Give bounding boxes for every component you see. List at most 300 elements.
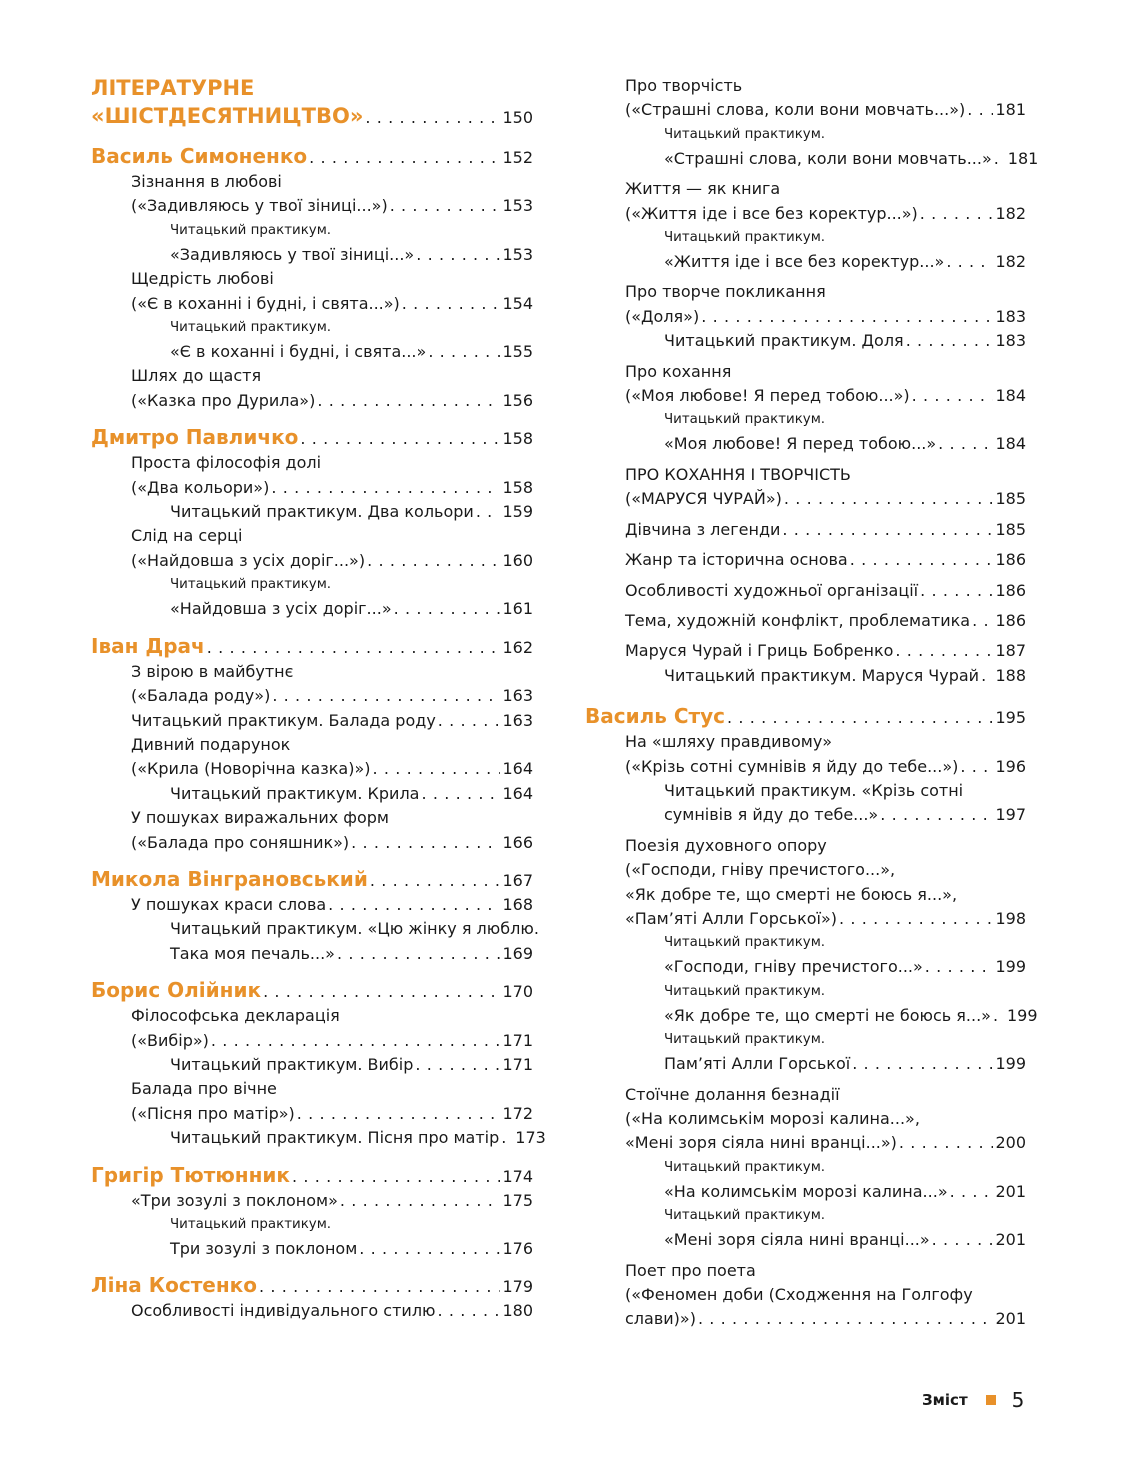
entry-title: «Три зозулі з поклоном» [131,1190,338,1210]
heading-title: «ШІСТДЕСЯТНИЦТВО» [91,104,364,128]
dot-leader [950,1180,994,1204]
page-ref: 197 [995,805,1026,825]
toc-entry[interactable] [585,755,1026,779]
entry-title: Читацький практикум. Крила [170,783,420,803]
toc-section [91,1163,533,1262]
toc-entry[interactable] [585,463,1026,487]
toc-entry[interactable] [585,1083,1026,1107]
toc-entry[interactable] [91,1299,533,1323]
page-ref: 201 [995,1309,1026,1329]
entry-title: Про кохання [625,361,732,381]
dot-leader [880,803,993,827]
page-ref: 184 [995,386,1026,406]
dot-leader [850,548,994,572]
toc-entry[interactable] [585,1131,1026,1155]
entry-title: Читацький практикум. Балада роду [131,710,436,730]
toc-section [585,704,1026,828]
dot-leader [390,194,501,218]
entry-title: Особливості художньої організації [625,580,919,600]
entry-title: сумнівів я йду до тебе...» [664,805,879,825]
toc-entry[interactable] [91,1213,533,1237]
page-ref: 164 [502,783,533,803]
page-ref: 171 [502,1054,533,1074]
toc-entry[interactable] [585,202,1026,226]
entry-title: У пошуках виражальних форм [131,808,389,828]
toc-entry[interactable] [585,226,1026,250]
toc-entry[interactable] [585,1307,1026,1331]
page-ref: 153 [502,244,533,264]
page-ref: 169 [502,943,533,963]
dot-leader [839,907,993,931]
page-ref: 179 [502,1277,533,1297]
entry-title: Читацький практикум. [170,222,332,238]
toc-entry[interactable] [91,1029,533,1053]
entry-title: («Доля») [625,306,700,326]
dot-leader [960,755,993,779]
toc-entry[interactable] [91,733,533,757]
toc-entry[interactable] [585,883,1026,907]
toc-section [585,579,1026,603]
toc-heading[interactable] [91,978,533,1004]
toc-section [585,280,1026,353]
entry-title: Поет про поета [625,1260,756,1280]
entry-title: Балада про вічне [131,1079,277,1099]
heading-title: Григір Тютюнник [91,1162,291,1187]
toc-entry[interactable] [585,1004,1038,1028]
toc-entry[interactable] [91,364,533,388]
toc-entry[interactable] [91,942,533,966]
toc-entry[interactable] [585,147,1039,171]
dot-leader [782,518,993,542]
toc-section [585,1259,1026,1332]
toc-section [585,639,1026,688]
toc-section [91,144,533,413]
toc-entry[interactable] [585,250,1026,274]
toc-entry[interactable] [585,1028,1026,1052]
toc-section [585,1083,1026,1253]
toc-section [585,177,1026,274]
toc-heading[interactable] [91,634,533,660]
dot-leader [972,609,993,633]
page-ref: 201 [995,1181,1026,1201]
toc-heading[interactable] [91,74,533,102]
toc-entry[interactable] [585,548,1026,572]
toc-section [585,518,1026,542]
entry-title: Життя — як книга [625,179,781,199]
toc-entry[interactable] [585,280,1026,304]
entry-title: Читацький практикум. Два кольори [170,502,474,522]
entry-title: Читацький практикум. Доля [664,331,904,351]
toc-entry[interactable] [91,1004,533,1028]
entry-title: Стоїчне долання безнадії [625,1084,840,1104]
page-ref: 183 [995,331,1026,351]
toc-entry[interactable] [91,451,533,475]
toc-entry[interactable] [585,664,1026,688]
page-ref: 171 [502,1030,533,1050]
dot-leader [351,831,500,855]
toc-entry[interactable] [585,518,1026,542]
toc-entry[interactable] [91,1189,533,1213]
dot-leader [370,868,501,893]
toc-entry[interactable] [585,579,1026,603]
heading-title: Борис Олійник [91,978,262,1003]
toc-heading[interactable] [91,867,533,893]
page-ref: 180 [502,1301,533,1321]
dot-leader [340,1189,501,1213]
page-ref: 150 [502,108,533,127]
entry-title: Три зозулі з поклоном [170,1239,358,1258]
entry-title: ПРО КОХАННЯ І ТВОРЧІСТЬ [625,464,851,484]
toc-entry[interactable] [585,609,1026,633]
dot-leader [372,757,500,781]
page-number: 5 [1011,1388,1025,1412]
dot-leader [920,579,993,603]
page-ref: 196 [995,756,1026,776]
entry-title: («Крізь сотні сумнівів я йду до тебе...») [625,756,959,776]
footer-square-icon [986,1395,996,1405]
toc-entry[interactable] [91,597,533,621]
entry-title: «Господи, гніву пречистого...» [664,957,923,977]
page-ref: 172 [502,1103,533,1123]
toc-entry[interactable] [585,858,1026,882]
page-ref: 184 [995,434,1026,454]
toc-entry[interactable] [585,360,1026,384]
toc-entry[interactable] [91,709,533,733]
dot-leader [272,684,500,708]
page-ref: 185 [995,519,1026,539]
toc-entry[interactable] [585,730,1026,754]
entry-title: Дівчина з легенди [625,519,781,539]
entry-title: Щедрість любові [131,269,274,289]
page-ref: 199 [995,1054,1026,1074]
entry-title: Читацький практикум. «Крізь сотні [664,780,964,800]
toc-entry[interactable] [585,487,1026,511]
heading-title: Ліна Костенко [91,1273,257,1298]
page-ref: 187 [995,641,1026,661]
entry-title: Проста філософія долі [131,453,322,473]
toc-entry[interactable] [585,1259,1026,1283]
toc-entry[interactable] [91,782,533,806]
toc-entry[interactable] [585,1107,1026,1131]
page-ref: 195 [995,708,1026,728]
entry-title: Маруся Чурай і Гриць Бобренко [625,641,894,661]
entry-title: Дивний подарунок [131,734,291,754]
page-ref: 163 [502,710,533,730]
entry-title: («Найдовша з усіх доріг...») [131,550,366,570]
entry-title: «На колимськім морозі калина...» [664,1181,948,1201]
entry-title: Читацький практикум. [664,1208,826,1224]
toc-section [585,834,1038,1077]
page-ref: 186 [995,550,1026,570]
dot-leader [895,639,993,663]
toc-entry[interactable] [585,123,1026,147]
page-ref: 188 [995,665,1026,685]
entry-title: Про творчість [625,76,743,95]
entry-title: Читацький практикум. [664,1159,826,1175]
heading-title: Василь Стус [585,704,726,729]
toc-entry[interactable] [91,549,533,573]
toc-entry[interactable] [91,917,539,941]
dot-leader [698,1307,994,1331]
dot-leader [912,384,994,408]
entry-title: («Страшні слова, коли вони мовчать...») [625,100,966,120]
entry-title: Читацький практикум. Пісня про матір [170,1128,500,1148]
dot-leader [416,243,500,267]
entry-title: («Пісня про матір») [131,1103,295,1123]
toc-entry[interactable] [91,243,533,267]
entry-title: Читацький практикум. «Цю жінку я люблю. [170,919,539,939]
dot-leader [402,292,501,316]
toc-entry[interactable] [91,1077,533,1101]
toc-entry[interactable] [585,329,1026,353]
page-ref: 175 [502,1190,533,1210]
entry-title: «Життя іде і все без коректур...» [664,252,945,272]
toc-entry[interactable] [91,660,533,684]
entry-title: Про творче покликання [625,282,826,302]
entry-title: Читацький практикум. Маруся Чурай [664,665,980,685]
entry-title: «Пам’яті Алли Горської») [625,908,837,928]
entry-title: («Життя іде і все без коректур...») [625,203,918,223]
toc-entry[interactable] [585,779,1026,803]
page-ref: 153 [502,196,533,216]
page-ref: 159 [502,502,533,522]
page-ref: 173 [515,1128,546,1148]
entry-title: «Як добре те, що смерті не боюсь я...» [664,1005,991,1025]
toc-entry[interactable] [585,432,1026,456]
toc-entry[interactable] [585,1052,1026,1076]
toc-entry[interactable] [585,98,1026,122]
entry-title: Читацький практикум. [664,412,826,428]
page-ref: 181 [995,100,1026,120]
toc-entry[interactable] [585,1204,1026,1228]
toc-entry[interactable] [91,757,533,781]
entry-title: Така моя печаль...» [170,943,335,963]
entry-title: У пошуках краси слова [131,894,327,914]
toc-heading[interactable] [91,1163,533,1189]
toc-entry[interactable] [91,684,533,708]
toc-entry[interactable] [91,573,533,597]
page-ref: 200 [995,1133,1026,1153]
entry-title: Особливості індивідуального стилю [131,1301,436,1321]
toc-entry[interactable] [91,806,533,830]
dot-leader [938,432,993,456]
toc-entry[interactable] [585,639,1026,663]
toc-heading[interactable] [91,425,533,451]
dot-leader [359,1237,500,1261]
dot-leader [501,1126,513,1150]
dot-leader [925,955,994,979]
dot-leader [899,1131,994,1155]
entry-title: («Є в коханні і будні, і свята...») [131,293,400,313]
toc-section [585,463,1026,512]
dot-leader [727,705,993,730]
entry-title: Читацький практикум. Вибір [170,1054,414,1074]
toc-section [91,634,533,855]
dot-leader [852,1052,993,1076]
toc-entry[interactable] [91,1126,546,1150]
dot-leader [328,893,500,917]
entry-title: («Казка про Дурила») [131,390,316,410]
entry-title: З вірою в майбутнє [131,661,294,681]
entry-title: Жанр та історична основа [625,550,848,570]
page-ref: 181 [1007,148,1039,168]
entry-title: («Господи, гніву пречистого...», [625,860,896,880]
entry-title: Читацький практикум. [170,577,332,593]
toc-entry[interactable] [91,292,533,316]
dot-leader [300,426,500,451]
page-ref: 174 [502,1166,533,1186]
dot-leader [906,329,994,353]
toc-entry[interactable] [91,476,533,500]
toc-heading[interactable] [91,144,533,170]
toc-entry[interactable] [585,980,1026,1004]
dot-leader [337,942,500,966]
entry-title: «Мені зоря сіяла нині вранці...» [664,1230,930,1250]
entry-title: («Вибір») [131,1030,209,1050]
entry-title: («Феномен доби (Сходження на Голгофу [625,1285,973,1305]
toc-section [585,360,1026,457]
toc-entry[interactable] [585,834,1026,858]
dot-leader [271,476,500,500]
toc-entry[interactable] [91,1237,533,1261]
page-ref: 154 [502,293,533,313]
dot-leader [438,709,501,733]
dot-leader [421,782,500,806]
toc-entry[interactable] [91,893,533,917]
toc-entry[interactable] [91,389,533,413]
toc-entry[interactable] [91,340,533,364]
dot-leader [981,664,993,688]
page-ref: 176 [502,1239,533,1258]
page-ref: 162 [502,637,533,657]
dot-leader [701,305,993,329]
page-ref: 185 [995,489,1026,509]
toc-section [91,978,546,1150]
page-ref: 163 [502,686,533,706]
page-ref: 156 [502,390,533,410]
entry-title: («Балада роду») [131,686,271,706]
page-ref: 167 [502,870,533,890]
toc-entry[interactable] [585,177,1026,201]
dot-leader [309,145,500,170]
entry-title: Філософська декларація [131,1006,340,1026]
toc-entry[interactable] [585,74,1026,98]
entry-title: слави)») [625,1309,696,1329]
toc-entry[interactable] [585,1228,1026,1252]
page-footer [922,1388,1024,1412]
toc-entry[interactable] [91,1102,533,1126]
toc-entry[interactable] [585,907,1026,931]
entry-title: («МАРУСЯ ЧУРАЙ») [625,489,782,509]
dot-leader [365,104,500,132]
page-ref: 199 [995,957,1026,977]
toc-entry[interactable] [585,1180,1026,1204]
heading-title: ЛІТЕРАТУРНЕ [91,76,255,100]
entry-title: «Мені зоря сіяла нині вранці...») [625,1133,897,1153]
dot-leader [292,1164,500,1189]
toc-section [91,1273,533,1323]
entry-title: («Крила (Новорічна казка)») [131,759,371,779]
heading-title: Дмитро Павличко [91,425,299,450]
toc-entry[interactable] [91,524,533,548]
toc-section [91,866,539,966]
toc-section [585,548,1026,572]
entry-title: Читацький практикум. [664,230,826,246]
page-ref: 158 [502,477,533,497]
dot-leader [920,202,994,226]
toc-heading[interactable] [91,102,533,132]
toc-heading[interactable] [91,1273,533,1299]
toc-entry[interactable] [585,803,1026,827]
toc-entry[interactable] [91,1053,533,1077]
toc-entry[interactable] [91,316,533,340]
dot-leader [993,1004,1005,1028]
toc-entry[interactable] [91,831,533,855]
dot-leader [994,147,1006,171]
page-ref: 186 [995,610,1026,630]
dot-leader [967,98,993,122]
dot-leader [946,250,993,274]
dot-leader [415,1053,500,1077]
toc-entry[interactable] [585,305,1026,329]
entry-title: Шлях до щастя [131,366,262,386]
toc-entry[interactable] [91,194,533,218]
dot-leader [932,1228,994,1252]
entry-title: «Страшні слова, коли вони мовчать...» [664,148,992,168]
toc-entry[interactable] [585,1283,1026,1307]
heading-title: Микола Вінграновський [91,866,368,891]
entry-title: Зізнання в любові [131,172,282,191]
toc-entry[interactable] [91,170,533,194]
entry-title: «Як добре те, що смерті не боюсь я...», [625,884,958,904]
page-ref: 182 [995,203,1026,223]
entry-title: («Моя любове! Я перед тобою...») [625,386,910,406]
entry-title: Читацький практикум. [664,983,826,999]
toc-section [585,74,1039,171]
dot-leader [394,597,501,621]
toc-entry[interactable] [91,219,533,243]
page-ref: 164 [502,759,533,779]
page-ref: 201 [995,1230,1026,1250]
entry-title: «Є в коханні і будні, і свята...» [170,342,427,362]
page-ref: 168 [502,894,533,914]
footer-label: Зміст [922,1391,968,1409]
toc-heading[interactable] [585,704,1026,730]
toc-entry[interactable] [585,384,1026,408]
entry-title: Слід на серці [131,526,243,546]
toc-section [91,425,533,621]
toc-entry[interactable] [91,500,533,524]
page-ref: 198 [995,908,1026,928]
entry-title: Пам’яті Алли Горської [664,1054,851,1074]
toc-section [91,74,533,132]
toc-entry[interactable] [585,408,1026,432]
dot-leader [784,487,994,511]
page-ref: 170 [502,982,533,1002]
toc-entry[interactable] [585,955,1026,979]
page-ref: 155 [502,342,533,362]
page-ref: 158 [502,429,533,449]
dot-leader [297,1102,501,1126]
toc-entry[interactable] [91,267,533,291]
page-ref: 186 [995,580,1026,600]
toc-entry[interactable] [585,931,1026,955]
dot-leader [259,1274,500,1299]
page-ref: 161 [502,599,533,619]
toc-entry[interactable] [585,1156,1026,1180]
entry-title: Читацький практикум. [664,1032,826,1048]
dot-leader [476,500,501,524]
